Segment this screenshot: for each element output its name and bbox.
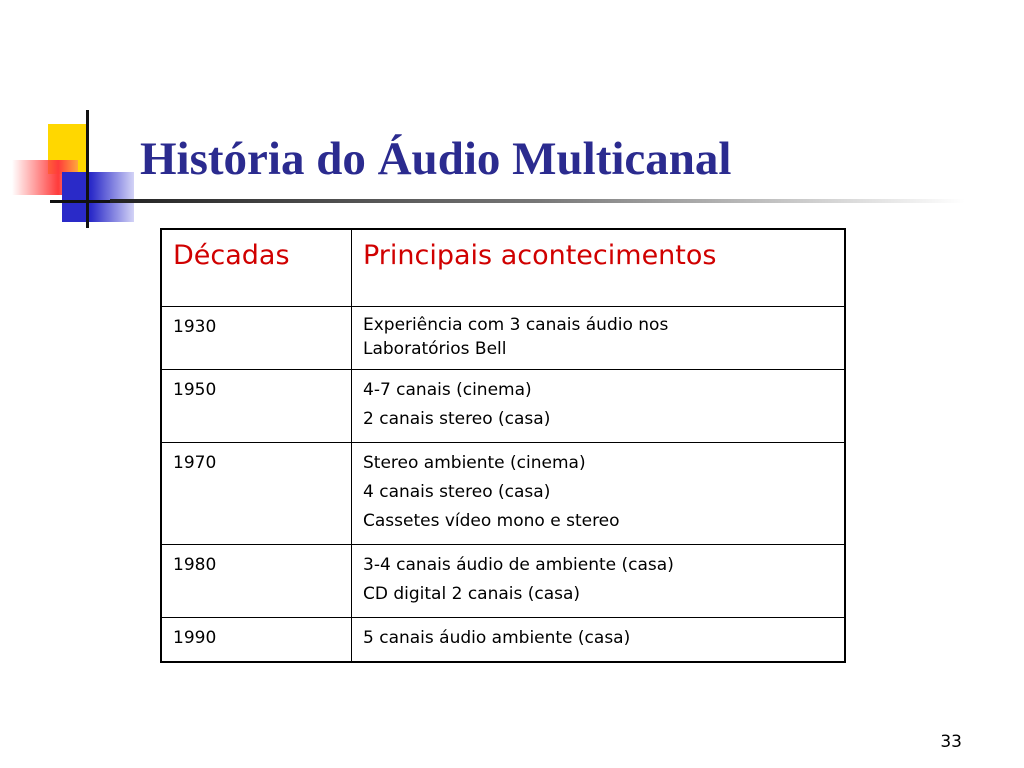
event-line: 2 canais stereo (casa) xyxy=(363,409,551,429)
table-row xyxy=(161,307,845,370)
table-row xyxy=(161,545,845,618)
logo-vertical-line xyxy=(86,110,89,228)
decades-table xyxy=(160,228,846,663)
header-decades: Décadas xyxy=(161,229,352,307)
events-cell xyxy=(352,307,846,370)
slide-logo-decoration xyxy=(0,0,160,240)
event-line: 4 canais stereo (casa) xyxy=(363,482,551,502)
event-line: Stereo ambiente (cinema) xyxy=(363,453,586,473)
decade-cell: 1950 xyxy=(161,370,352,443)
event-line: CD digital 2 canais (casa) xyxy=(363,584,581,604)
event-line: Experiência com 3 canais áudio nos xyxy=(363,315,669,335)
events-cell xyxy=(352,370,846,443)
logo-blue-square xyxy=(62,172,134,222)
events-cell xyxy=(352,618,846,663)
decade-cell: 1930 xyxy=(161,307,352,370)
header-events: Principais acontecimentos xyxy=(352,229,846,307)
event-line: 5 canais áudio ambiente (casa) xyxy=(363,628,631,648)
events-cell xyxy=(352,443,846,545)
event-line: 4-7 canais (cinema) xyxy=(363,380,532,400)
events-cell xyxy=(352,545,846,618)
table-row xyxy=(161,443,845,545)
table-row xyxy=(161,370,845,443)
slide-title: História do Áudio Multicanal xyxy=(140,133,732,185)
page-number: 33 xyxy=(940,732,962,752)
table-header-row xyxy=(161,229,845,307)
decade-cell: 1990 xyxy=(161,618,352,663)
event-line: 3-4 canais áudio de ambiente (casa) xyxy=(363,555,674,575)
title-underline xyxy=(110,199,965,203)
decade-cell: 1970 xyxy=(161,443,352,545)
event-line: Cassetes vídeo mono e stereo xyxy=(363,511,620,531)
table-row xyxy=(161,618,845,663)
decade-cell: 1980 xyxy=(161,545,352,618)
event-line: Laboratórios Bell xyxy=(363,339,507,359)
